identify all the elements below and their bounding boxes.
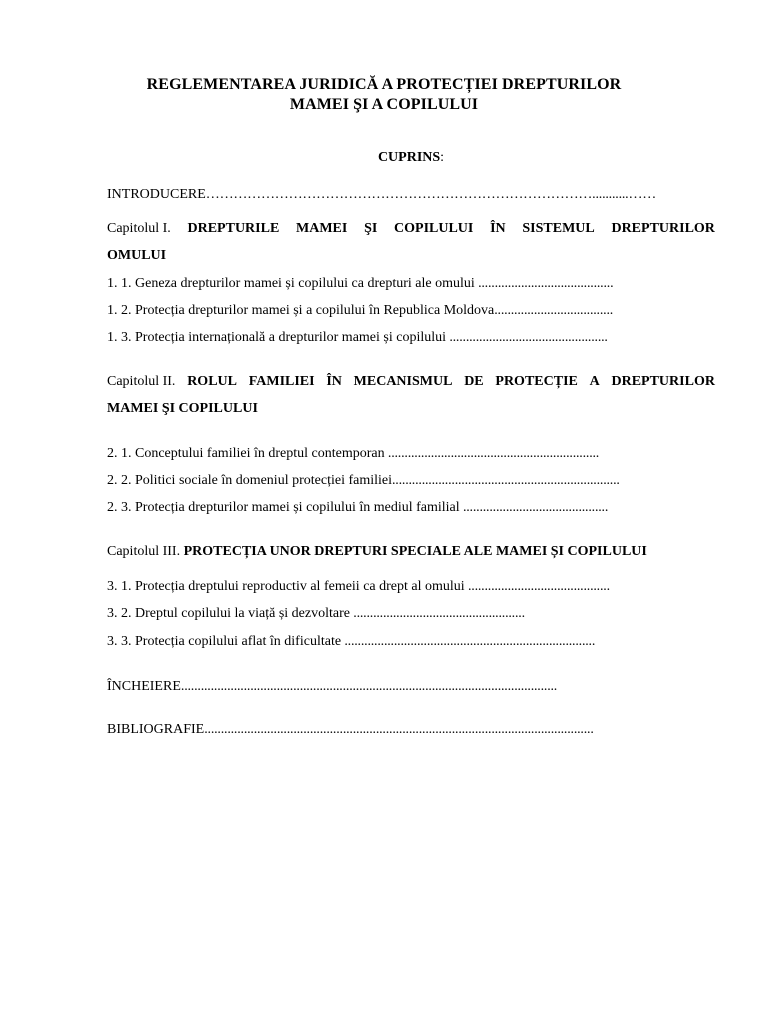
toc-bibliography-label: BIBLIOGRAFIE bbox=[107, 722, 205, 737]
toc-item-leader: .................................................... bbox=[349, 606, 525, 621]
toc-item-leader: ............................................ bbox=[459, 500, 609, 515]
document-title-line-1: REGLEMENTAREA JURIDICĂ A PROTECȚIEI DREPTURILOR bbox=[146, 76, 622, 93]
toc-chapter-2-word: ÎN bbox=[326, 374, 342, 389]
toc-item-text: 2. 1. Conceptului familiei în dreptul contemporan bbox=[107, 446, 385, 461]
toc-chapter-2-word: A bbox=[589, 374, 600, 389]
toc-chapter-2-word: DE bbox=[464, 374, 484, 389]
toc-bibliography-leader: ...................................................................................................................... bbox=[204, 722, 594, 737]
toc-chapter-1-prefix: Capitolul I. bbox=[107, 221, 171, 236]
toc-item-text: 1. 3. Protecția internațională a drepturilor mamei și copilului bbox=[107, 330, 447, 345]
toc-item-2-1 bbox=[107, 446, 599, 462]
toc-chapter-2-word: PROTECȚIE bbox=[495, 374, 578, 389]
toc-chapter-2-prefix: Capitolul II. bbox=[107, 374, 176, 389]
toc-chapter-3-heading: PROTECȚIA UNOR DREPTURI SPECIALE ALE MAMEI ȘI COPILULUI bbox=[183, 544, 647, 559]
toc-chapter-1-word: MAMEI bbox=[296, 221, 348, 236]
toc-chapter-2-heading-end: MAMEI ŞI COPILULUI bbox=[107, 401, 258, 416]
toc-item-text: 3. 2. Dreptul copilului la viață și dezvoltare bbox=[107, 606, 350, 621]
toc-item-leader: ................................................................ bbox=[384, 446, 600, 461]
toc-chapter-2 bbox=[107, 374, 715, 390]
toc-chapter-2-word: MECANISMUL bbox=[353, 374, 453, 389]
toc-chapter-1-word: COPILULUI bbox=[394, 221, 474, 236]
contents-heading bbox=[0, 150, 768, 166]
toc-chapter-2-word: FAMILIEI bbox=[248, 374, 315, 389]
toc-chapter-1-word: SISTEMUL bbox=[522, 221, 595, 236]
toc-item-text: 1. 1. Geneza drepturilor mamei și copilului ca drepturi ale omului bbox=[107, 276, 475, 291]
toc-introduction-leader: …………………………………………………………………………...........…… bbox=[205, 187, 657, 202]
toc-item-3-3 bbox=[107, 634, 595, 650]
toc-item-1-1 bbox=[107, 276, 613, 292]
document-title-line-2: MAMEI ŞI A COPILULUI bbox=[289, 96, 479, 113]
toc-item-2-2 bbox=[107, 473, 620, 489]
toc-item-1-3 bbox=[107, 330, 608, 346]
toc-chapter-1-word: DREPTURILE bbox=[187, 221, 280, 236]
toc-chapter-2-word: DREPTURILOR bbox=[611, 374, 715, 389]
toc-conclusion-leader: .................................................................................................................. bbox=[180, 679, 558, 694]
toc-item-leader: ................................................ bbox=[446, 330, 608, 345]
toc-introduction-label: INTRODUCERE bbox=[107, 187, 206, 202]
toc-item-text: 3. 3. Protecția copilului aflat în dificultate bbox=[107, 634, 342, 649]
toc-item-leader: ............................................................................ bbox=[341, 634, 596, 649]
toc-item-text: 3. 1. Protecția dreptului reproductiv al femeii ca drept al omului bbox=[107, 579, 465, 594]
toc-conclusion bbox=[107, 679, 557, 695]
toc-conclusion-label: ÎNCHEIERE bbox=[107, 679, 181, 694]
toc-chapter-3 bbox=[107, 544, 647, 560]
toc-introduction bbox=[107, 187, 656, 203]
toc-chapter-1-heading-end: OMULUI bbox=[107, 248, 167, 263]
toc-item-leader: ..................................................................... bbox=[392, 473, 620, 488]
contents-label: CUPRINS bbox=[377, 150, 441, 165]
toc-item-leader: .................................... bbox=[494, 303, 614, 318]
toc-bibliography bbox=[107, 722, 594, 738]
toc-item-text: 2. 3. Protecția drepturilor mamei și copilului în mediul familial bbox=[107, 500, 460, 515]
toc-item-2-3 bbox=[107, 500, 608, 516]
toc-item-leader: ......................................... bbox=[474, 276, 614, 291]
toc-chapter-1 bbox=[107, 221, 715, 237]
toc-chapter-1-word: ŞI bbox=[364, 221, 378, 236]
toc-chapter-1-word: ÎN bbox=[490, 221, 506, 236]
toc-chapter-3-prefix: Capitolul III. bbox=[107, 544, 181, 559]
toc-item-3-1 bbox=[107, 579, 610, 595]
toc-chapter-1-word: DREPTURILOR bbox=[611, 221, 715, 236]
toc-item-text: 2. 2. Politici sociale în domeniul protecției familiei bbox=[107, 473, 392, 488]
contents-suffix: : bbox=[440, 150, 445, 165]
toc-item-text: 1. 2. Protecția drepturilor mamei și a copilului în Republica Moldova bbox=[107, 303, 495, 318]
toc-item-1-2 bbox=[107, 303, 613, 319]
toc-item-leader: ........................................... bbox=[464, 579, 610, 594]
toc-item-3-2 bbox=[107, 606, 525, 622]
toc-chapter-2-heading-row bbox=[107, 374, 715, 390]
toc-chapter-2-word: ROLUL bbox=[187, 374, 237, 389]
toc-chapter-1-heading-row bbox=[107, 221, 715, 237]
